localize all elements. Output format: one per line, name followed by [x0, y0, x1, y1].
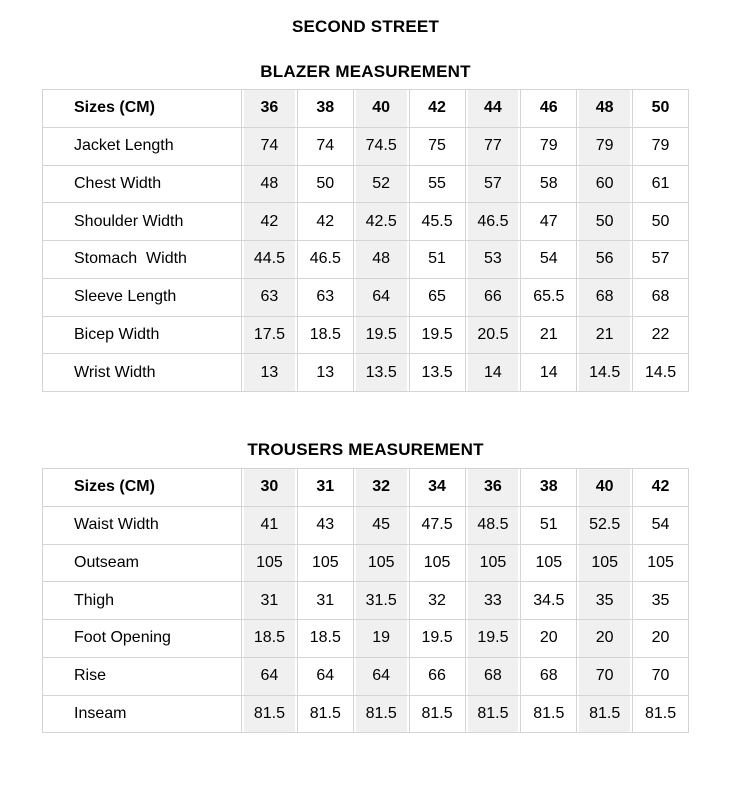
value-cell: 81.5	[242, 695, 298, 733]
value-cell: 22	[633, 316, 689, 354]
value-cell: 48	[353, 241, 409, 279]
value-cell: 20	[633, 620, 689, 658]
size-column-header: 50	[633, 90, 689, 128]
value-cell: 51	[521, 506, 577, 544]
value-cell: 48.5	[465, 506, 521, 544]
value-cell: 20	[521, 620, 577, 658]
value-cell: 74	[297, 127, 353, 165]
value-cell: 105	[521, 544, 577, 582]
value-cell: 14.5	[633, 354, 689, 392]
value-cell: 63	[242, 278, 298, 316]
size-column-header: 46	[521, 90, 577, 128]
value-cell: 43	[297, 506, 353, 544]
value-cell: 54	[633, 506, 689, 544]
value-cell: 47	[521, 203, 577, 241]
value-cell: 68	[465, 657, 521, 695]
value-cell: 105	[242, 544, 298, 582]
value-cell: 68	[633, 278, 689, 316]
value-cell: 52	[353, 165, 409, 203]
row-label-cell: Stomach Width	[43, 241, 242, 279]
value-cell: 13.5	[409, 354, 465, 392]
row-label-cell: Waist Width	[43, 506, 242, 544]
value-cell: 46.5	[465, 203, 521, 241]
value-cell: 68	[577, 278, 633, 316]
table-row	[43, 316, 689, 354]
value-cell: 45.5	[409, 203, 465, 241]
value-cell: 64	[242, 657, 298, 695]
value-cell: 54	[521, 241, 577, 279]
value-cell: 14	[521, 354, 577, 392]
value-cell: 19.5	[465, 620, 521, 658]
value-cell: 81.5	[353, 695, 409, 733]
row-label-cell: Jacket Length	[43, 127, 242, 165]
value-cell: 41	[242, 506, 298, 544]
value-cell: 17.5	[242, 316, 298, 354]
value-cell: 57	[633, 241, 689, 279]
row-label-cell: Bicep Width	[43, 316, 242, 354]
value-cell: 35	[577, 582, 633, 620]
value-cell: 14.5	[577, 354, 633, 392]
value-cell: 66	[465, 278, 521, 316]
value-cell: 105	[465, 544, 521, 582]
value-cell: 21	[521, 316, 577, 354]
value-cell: 45	[353, 506, 409, 544]
value-cell: 18.5	[297, 316, 353, 354]
value-cell: 70	[577, 657, 633, 695]
value-cell: 42	[297, 203, 353, 241]
value-cell: 46.5	[297, 241, 353, 279]
size-column-header: 36	[465, 469, 521, 507]
size-column-header: 36	[242, 90, 298, 128]
value-cell: 53	[465, 241, 521, 279]
value-cell: 81.5	[577, 695, 633, 733]
value-cell: 13	[242, 354, 298, 392]
value-cell: 81.5	[633, 695, 689, 733]
value-cell: 57	[465, 165, 521, 203]
size-column-header: 34	[409, 469, 465, 507]
trousers-section	[0, 439, 731, 733]
table-row	[43, 620, 689, 658]
table-row	[43, 695, 689, 733]
size-column-header: 30	[242, 469, 298, 507]
value-cell: 60	[577, 165, 633, 203]
value-cell: 21	[577, 316, 633, 354]
table-row	[43, 127, 689, 165]
row-label-cell: Rise	[43, 657, 242, 695]
value-cell: 44.5	[242, 241, 298, 279]
value-cell: 81.5	[521, 695, 577, 733]
row-label-cell: Thigh	[43, 582, 242, 620]
value-cell: 63	[297, 278, 353, 316]
value-cell: 105	[409, 544, 465, 582]
value-cell: 18.5	[297, 620, 353, 658]
header-row	[43, 469, 689, 507]
row-label-cell: Chest Width	[43, 165, 242, 203]
size-column-header: 40	[353, 90, 409, 128]
value-cell: 55	[409, 165, 465, 203]
value-cell: 13	[297, 354, 353, 392]
value-cell: 64	[353, 657, 409, 695]
value-cell: 61	[633, 165, 689, 203]
value-cell: 51	[409, 241, 465, 279]
row-label-cell: Shoulder Width	[43, 203, 242, 241]
value-cell: 74.5	[353, 127, 409, 165]
blazer-measurement-table	[42, 89, 689, 392]
size-column-header: 31	[297, 469, 353, 507]
value-cell: 50	[297, 165, 353, 203]
value-cell: 56	[577, 241, 633, 279]
row-label-cell: Inseam	[43, 695, 242, 733]
value-cell: 19.5	[409, 620, 465, 658]
value-cell: 75	[409, 127, 465, 165]
value-cell: 64	[353, 278, 409, 316]
value-cell: 65	[409, 278, 465, 316]
value-cell: 105	[353, 544, 409, 582]
size-column-header: 38	[521, 469, 577, 507]
value-cell: 34.5	[521, 582, 577, 620]
value-cell: 31	[297, 582, 353, 620]
value-cell: 19.5	[353, 316, 409, 354]
value-cell: 19	[353, 620, 409, 658]
value-cell: 52.5	[577, 506, 633, 544]
size-column-header: 40	[577, 469, 633, 507]
value-cell: 81.5	[297, 695, 353, 733]
row-label-cell: Foot Opening	[43, 620, 242, 658]
table-row	[43, 354, 689, 392]
size-column-header: 48	[577, 90, 633, 128]
value-cell: 42	[242, 203, 298, 241]
value-cell: 105	[633, 544, 689, 582]
value-cell: 31.5	[353, 582, 409, 620]
value-cell: 14	[465, 354, 521, 392]
value-cell: 20	[577, 620, 633, 658]
value-cell: 31	[242, 582, 298, 620]
value-cell: 64	[297, 657, 353, 695]
value-cell: 66	[409, 657, 465, 695]
page-title: SECOND STREET	[291, 17, 440, 36]
blazer-table-title: BLAZER MEASUREMENT	[260, 62, 471, 81]
value-cell: 42.5	[353, 203, 409, 241]
header-row	[43, 90, 689, 128]
value-cell: 19.5	[409, 316, 465, 354]
value-cell: 50	[633, 203, 689, 241]
value-cell: 65.5	[521, 278, 577, 316]
table-row	[43, 657, 689, 695]
size-column-header: 38	[297, 90, 353, 128]
table-row	[43, 165, 689, 203]
value-cell: 79	[633, 127, 689, 165]
value-cell: 74	[242, 127, 298, 165]
size-column-header: 32	[353, 469, 409, 507]
value-cell: 13.5	[353, 354, 409, 392]
value-cell: 68	[521, 657, 577, 695]
value-cell: 35	[633, 582, 689, 620]
blazer-section	[0, 61, 731, 392]
table-row	[43, 544, 689, 582]
value-cell: 47.5	[409, 506, 465, 544]
value-cell: 20.5	[465, 316, 521, 354]
trousers-table-title: TROUSERS MEASUREMENT	[247, 440, 484, 459]
row-label-cell: Wrist Width	[43, 354, 242, 392]
row-label-cell: Outseam	[43, 544, 242, 582]
value-cell: 105	[297, 544, 353, 582]
size-column-header: 44	[465, 90, 521, 128]
value-cell: 18.5	[242, 620, 298, 658]
value-cell: 50	[577, 203, 633, 241]
table-row	[43, 278, 689, 316]
row-label-cell: Sleeve Length	[43, 278, 242, 316]
value-cell: 33	[465, 582, 521, 620]
table-row	[43, 241, 689, 279]
size-column-header: 42	[633, 469, 689, 507]
trousers-measurement-table	[42, 468, 689, 733]
value-cell: 58	[521, 165, 577, 203]
value-cell: 77	[465, 127, 521, 165]
sizes-header-cell: Sizes (CM)	[43, 90, 242, 128]
value-cell: 81.5	[465, 695, 521, 733]
size-chart-page	[0, 16, 731, 733]
value-cell: 32	[409, 582, 465, 620]
value-cell: 70	[633, 657, 689, 695]
sizes-header-cell: Sizes (CM)	[43, 469, 242, 507]
table-row	[43, 203, 689, 241]
value-cell: 79	[521, 127, 577, 165]
value-cell: 81.5	[409, 695, 465, 733]
table-row	[43, 506, 689, 544]
value-cell: 79	[577, 127, 633, 165]
table-row	[43, 582, 689, 620]
size-column-header: 42	[409, 90, 465, 128]
value-cell: 48	[242, 165, 298, 203]
value-cell: 105	[577, 544, 633, 582]
